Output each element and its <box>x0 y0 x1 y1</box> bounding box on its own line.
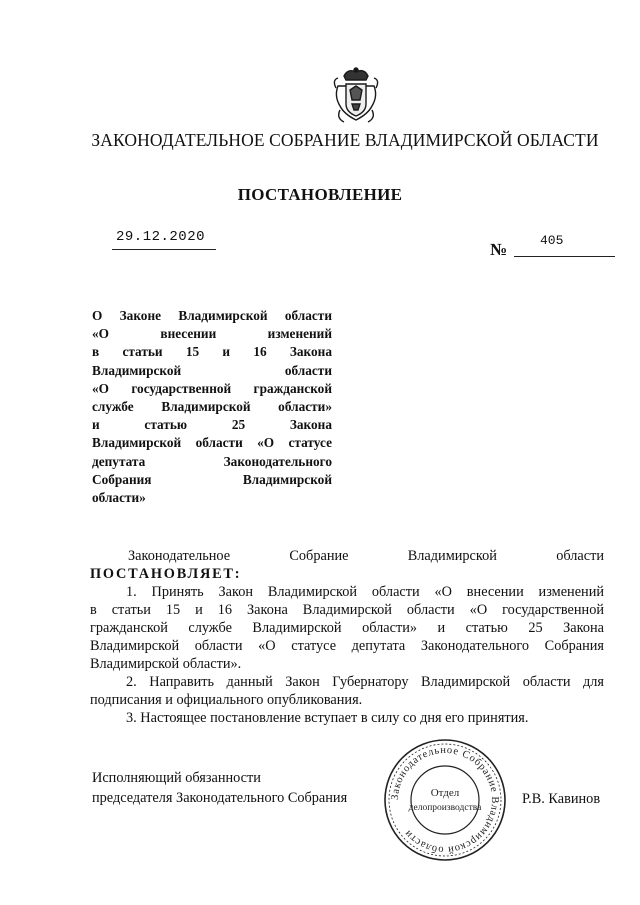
item-2-line: подписания и официального опубликования. <box>90 692 363 708</box>
document-body <box>90 547 604 727</box>
document-type: ПОСТАНОВЛЕНИЕ <box>237 185 403 204</box>
number-label: № <box>490 240 508 259</box>
stamp-center-text: делопроизводства <box>408 803 482 813</box>
organization-title: ЗАКОНОДАТЕЛЬНОЕ СОБРАНИЕ ВЛАДИМИРСКОЙ ОБЛАСТИ <box>91 130 599 150</box>
item-1-line: Владимирской области «О статусе депутата Законодательного Собрания <box>90 638 604 654</box>
resolves-heading: ПОСТАНОВЛЯЕТ: <box>90 566 242 582</box>
stamp-ring-text: Законодательное Собрание Владимирской области <box>389 744 501 856</box>
signatory-position <box>92 768 347 808</box>
coat-of-arms-icon <box>330 66 382 126</box>
subject-line: О Законе Владимирской области <box>92 308 332 323</box>
subject-line: службе Владимирской области» <box>92 398 332 414</box>
subject-line: и статью 25 Закона <box>92 417 332 433</box>
subject-line: «О внесении изменений <box>92 326 332 342</box>
position-line: председателя Законодательного Собрания <box>92 790 348 806</box>
position-line: Исполняющий обязанности <box>92 770 261 786</box>
item-1-line: 1. Принять Закон Владимирской области «О внесении изменений <box>126 584 604 600</box>
signatory-name: Р.В. Кавинов <box>522 791 601 807</box>
item-3-line: 3. Настоящее постановление вступает в силу со дня его принятия. <box>126 710 529 726</box>
number-underline <box>514 256 615 257</box>
item-2-line: 2. Направить данный Закон Губернатору Владимирской области для <box>126 674 604 690</box>
stamp-center-text: Отдел <box>430 787 460 799</box>
subject-line: «О государственной гражданской <box>92 380 332 396</box>
date-underline <box>112 249 216 250</box>
item-1-line: гражданской службе Владимирской области» и статью 25 Закона <box>90 620 604 636</box>
svg-text:Законодательное Собрание Влади <box>390 745 500 855</box>
subject-line: депутата Законодательного <box>92 453 332 469</box>
preamble: Законодательное Собрание Владимирской области <box>128 548 604 564</box>
subject-line: Собрания Владимирской <box>92 471 332 487</box>
subject-line: области» <box>92 489 146 505</box>
item-1-line: в статьи 15 и 16 Закона Владимирской области «О государственной <box>90 602 604 618</box>
subject-line: Владимирской области <box>92 362 332 378</box>
document-number: 405 <box>540 233 564 248</box>
document-subject <box>92 307 332 507</box>
subject-line: в статьи 15 и 16 Закона <box>92 344 332 360</box>
official-stamp <box>382 736 508 864</box>
document-date: 29.12.2020 <box>116 229 206 245</box>
item-1-line: Владимирской области». <box>90 656 242 672</box>
subject-line: Владимирской области «О статусе <box>92 435 332 451</box>
